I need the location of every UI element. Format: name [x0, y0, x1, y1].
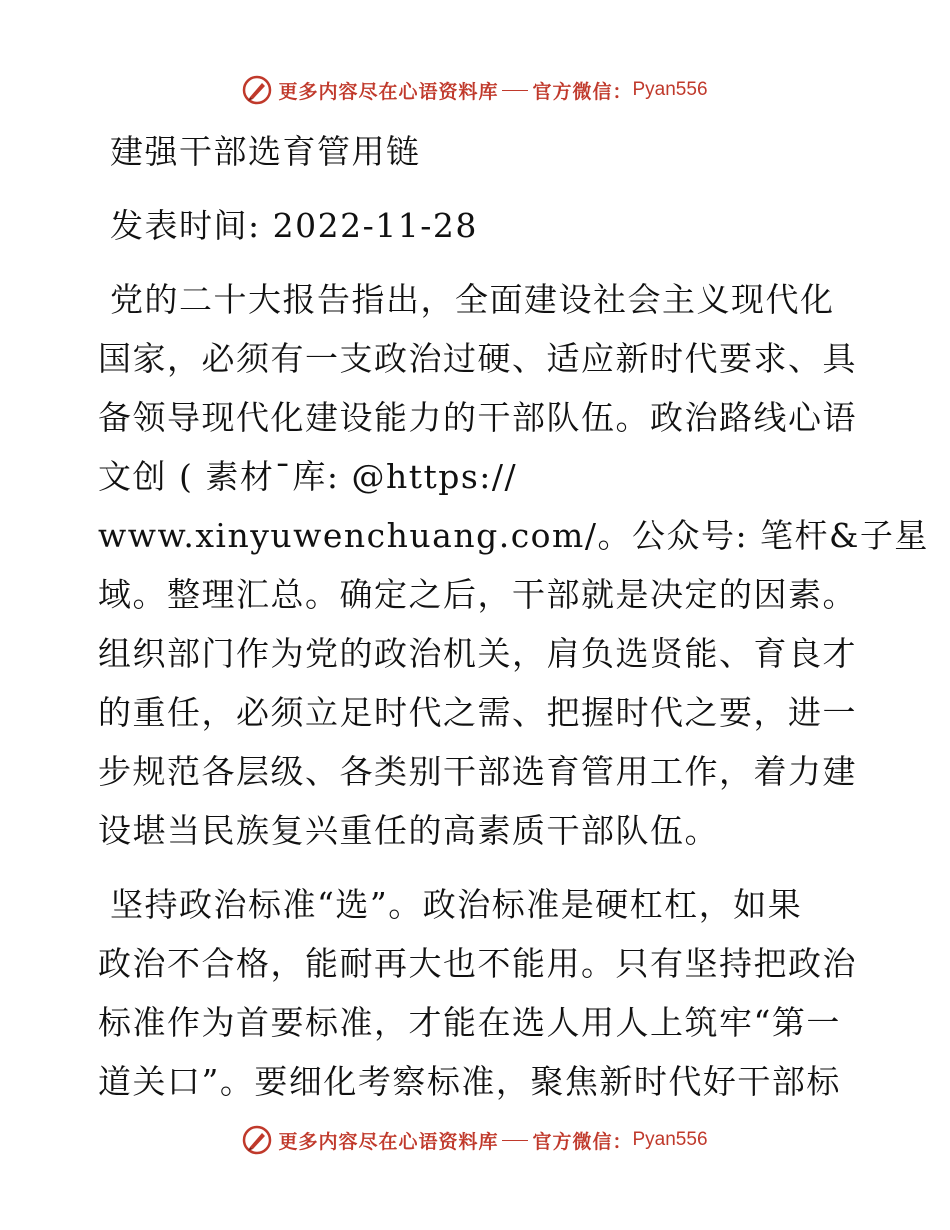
banner-brand-text: 更多内容尽在心语资料库: [278, 80, 499, 103]
banner-brand-text: 更多内容尽在心语资料库: [278, 1130, 499, 1153]
paragraph-line: www.xinyuwenchuang.com/。公众号: 笔杆&子星: [98, 516, 929, 555]
paragraph-line: 坚持政治标准“选”。政治标准是硬杠杠，如果: [110, 885, 803, 924]
banner-official-label: 官方微信：: [532, 80, 633, 103]
banner-wechat-id: Pyan556: [632, 1129, 708, 1150]
pen-logo-icon: [242, 1125, 272, 1155]
paragraph-line: 标准作为首要标准，才能在选人用人上筑牢“第一: [98, 1003, 841, 1042]
paragraph-line: 政治不合格，能耐再大也不能用。只有坚持把政治: [98, 944, 857, 983]
banner-official-label: 官方微信：: [532, 1130, 633, 1153]
document-body: [98, 122, 929, 1111]
paragraph-1: [98, 270, 929, 860]
paragraph-line: 步规范各层级、各类别干部选育管用工作，着力建: [98, 752, 857, 791]
paragraph-2: [98, 875, 858, 1111]
header-banner: [0, 70, 950, 110]
paragraph-line: 国家，必须有一支政治过硬、适应新时代要求、具: [98, 339, 857, 378]
paragraph-line: 设堪当民族复兴重任的高素质干部队伍。: [98, 811, 719, 850]
publish-time: 发表时间: 2022-11-28: [110, 206, 478, 245]
paragraph-line: 组织部门作为党的政治机关，肩负选贤能、育良才: [98, 634, 857, 673]
paragraph-line: 备领导现代化建设能力的干部队伍。政治路线心语: [98, 398, 857, 437]
banner-wechat-id: Pyan556: [632, 79, 708, 100]
banner-dash: [502, 1140, 528, 1141]
banner-dash: [502, 90, 528, 91]
paragraph-line: 文创 ( 素材¯库: @https://: [98, 457, 518, 496]
footer-banner: [0, 1120, 950, 1160]
paragraph-line: 域。整理汇总。确定之后，干部就是决定的因素。: [98, 575, 857, 614]
pen-logo-icon: [242, 75, 272, 105]
paragraph-line: 的重任，必须立足时代之需、把握时代之要，进一: [98, 693, 857, 732]
paragraph-line: 党的二十大报告指出，全面建设社会主义现代化: [110, 280, 835, 319]
paragraph-line: 道关口”。要细化考察标准，聚焦新时代好干部标: [98, 1062, 841, 1101]
document-title: 建强干部选育管用链: [110, 132, 421, 171]
